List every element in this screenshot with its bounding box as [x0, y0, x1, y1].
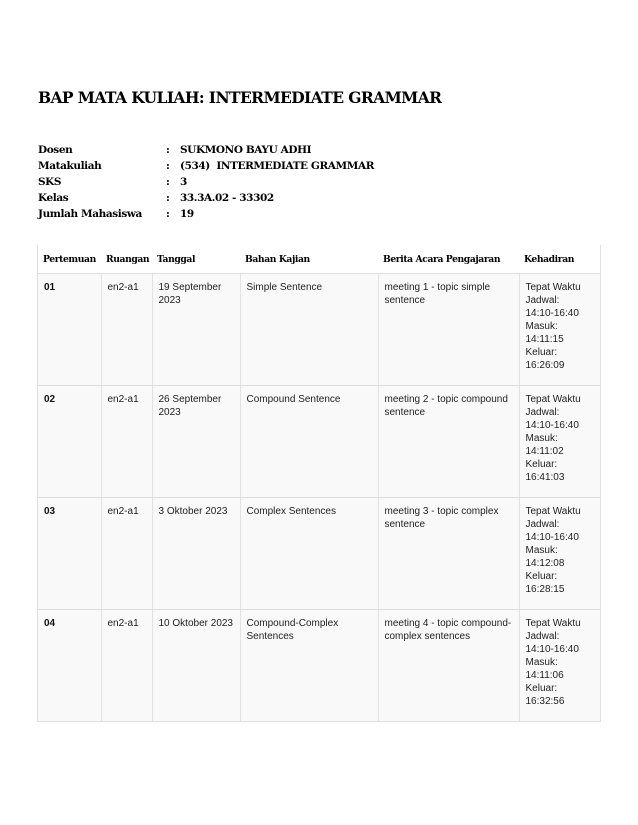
page-title: BAP MATA KULIAH: INTERMEDIATE GRAMMAR — [38, 88, 442, 107]
attendance-in: 14:11:15 — [525, 334, 564, 345]
cell-room: en2-a1 — [101, 274, 152, 386]
table-header-row — [38, 245, 600, 274]
attendance-in-label: Masuk: — [525, 321, 558, 332]
cell-date: 3 Oktober 2023 — [152, 498, 240, 610]
cell-topic: Simple Sentence — [240, 274, 378, 386]
attendance-in: 14:11:02 — [525, 446, 564, 457]
info-value: (534) INTERMEDIATE GRAMMAR — [180, 160, 375, 172]
info-row-matakuliah — [38, 158, 374, 174]
table-row — [38, 610, 600, 722]
attendance-schedule-label: Jadwal: — [525, 295, 560, 306]
cell-attendance — [519, 610, 600, 722]
cell-room: en2-a1 — [101, 498, 152, 610]
cell-date: 26 September 2023 — [152, 386, 240, 498]
info-label: SKS — [38, 176, 62, 188]
cell-topic: Compound-Complex Sentences — [240, 610, 378, 722]
cell-date: 19 September 2023 — [152, 274, 240, 386]
header-berita-acara: Berita Acara Pengajaran — [378, 245, 519, 274]
table-row — [38, 386, 600, 498]
attendance-in-label: Masuk: — [525, 433, 558, 444]
cell-report: meeting 1 - topic simple sentence — [378, 274, 519, 386]
cell-room: en2-a1 — [101, 386, 152, 498]
info-row-jumlah-mahasiswa — [38, 206, 374, 222]
attendance-status: Tepat Waktu — [525, 506, 581, 517]
attendance-status: Tepat Waktu — [525, 394, 581, 405]
info-colon: : — [166, 160, 170, 172]
meetings-table-container — [37, 245, 601, 722]
attendance-in-label: Masuk: — [525, 545, 558, 556]
attendance-schedule: 14:10-16:40 — [525, 420, 579, 431]
info-colon: : — [166, 144, 170, 156]
attendance-out: 16:28:15 — [525, 584, 565, 595]
info-label: Jumlah Mahasiswa — [38, 208, 142, 220]
attendance-out: 16:41:03 — [525, 472, 565, 483]
attendance-schedule-label: Jadwal: — [525, 407, 560, 418]
header-tanggal: Tanggal — [152, 245, 240, 274]
cell-attendance — [519, 274, 600, 386]
attendance-status: Tepat Waktu — [525, 618, 581, 629]
attendance-out-label: Keluar: — [525, 347, 558, 358]
attendance-in: 14:12:08 — [525, 558, 565, 569]
cell-topic: Compound Sentence — [240, 386, 378, 498]
info-value: 33.3A.02 - 33302 — [180, 192, 274, 204]
info-value: SUKMONO BAYU ADHI — [180, 144, 312, 156]
info-colon: : — [166, 176, 170, 188]
cell-attendance — [519, 386, 600, 498]
attendance-out-label: Keluar: — [525, 459, 558, 470]
info-colon: : — [166, 192, 170, 204]
cell-room: en2-a1 — [101, 610, 152, 722]
info-label: Matakuliah — [38, 160, 102, 172]
attendance-schedule: 14:10-16:40 — [525, 644, 579, 655]
cell-meeting: 02 — [38, 386, 101, 498]
header-bahan-kajian: Bahan Kajian — [240, 245, 378, 274]
attendance-in-label: Masuk: — [525, 657, 558, 668]
attendance-schedule: 14:10-16:40 — [525, 308, 579, 319]
meetings-table — [38, 245, 600, 721]
info-row-dosen — [38, 142, 374, 158]
cell-meeting: 03 — [38, 498, 101, 610]
cell-meeting: 04 — [38, 610, 101, 722]
cell-topic: Complex Sentences — [240, 498, 378, 610]
attendance-in: 14:11:06 — [525, 670, 564, 681]
info-label: Kelas — [38, 192, 69, 204]
info-row-sks — [38, 174, 374, 190]
cell-report: meeting 3 - topic complex sentence — [378, 498, 519, 610]
header-ruangan: Ruangan — [101, 245, 152, 274]
header-pertemuan: Pertemuan — [38, 245, 101, 274]
table-row — [38, 498, 600, 610]
attendance-out: 16:32:56 — [525, 696, 565, 707]
cell-report: meeting 4 - topic compound-complex sentences — [378, 610, 519, 722]
course-info — [38, 142, 374, 222]
header-kehadiran: Kehadiran — [519, 245, 600, 274]
cell-attendance — [519, 498, 600, 610]
cell-report: meeting 2 - topic compound sentence — [378, 386, 519, 498]
attendance-schedule: 14:10-16:40 — [525, 532, 579, 543]
info-colon: : — [166, 208, 170, 220]
info-label: Dosen — [38, 144, 73, 156]
info-value: 3 — [180, 176, 187, 188]
attendance-out: 16:26:09 — [525, 360, 565, 371]
attendance-schedule-label: Jadwal: — [525, 631, 560, 642]
info-value: 19 — [180, 208, 194, 220]
attendance-schedule-label: Jadwal: — [525, 519, 560, 530]
attendance-out-label: Keluar: — [525, 571, 558, 582]
cell-date: 10 Oktober 2023 — [152, 610, 240, 722]
attendance-status: Tepat Waktu — [525, 282, 581, 293]
info-row-kelas — [38, 190, 374, 206]
cell-meeting: 01 — [38, 274, 101, 386]
table-row — [38, 274, 600, 386]
attendance-out-label: Keluar: — [525, 683, 558, 694]
